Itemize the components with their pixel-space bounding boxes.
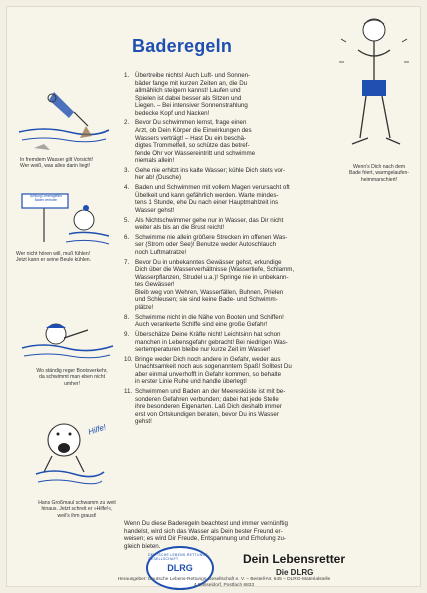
rule-number: 9. [124, 331, 130, 338]
rule-item [124, 331, 342, 354]
caption-1: In fremdem Wasser gilt Vorsicht! Wer weiß, was alles darin liegt! [20, 157, 94, 170]
rule-number: 1. [124, 72, 130, 79]
sign-text: Achtung Lebensgefahr Baden verboten [29, 194, 63, 202]
caption-5: Wenn's Dich nach dem Bade friert, warmgelaufen- heimmarschiert! [348, 164, 410, 183]
rule-text: Bevor Du schwimmen lernst, frage einen Arzt, ob Dein Körper die Einwirkungen des Wassers verträgt! – Hast Du ein beschä- digtes Trommelfell, so schütze das betref- fende Ohr vor Wassereintritt und schwimme niemals allein! [135, 119, 256, 165]
rule-item [124, 184, 342, 214]
rule-text: Schwimme nicht in die Nähe von Booten und Schiffen! Auch verankerte Schiffe sind eine große Gefahr! [135, 313, 284, 329]
page-title: Baderegeln [132, 36, 233, 56]
rule-item [124, 217, 342, 232]
rule-item [124, 314, 342, 329]
logo-ring-text: DEUTSCHE LEBENS-RETTUNGS-GESELLSCHAFT [148, 553, 210, 561]
rule-item [124, 119, 342, 164]
rule-text: Schwimme nie allein größere Strecken im offenen Was- ser (Strom oder See)! Benutze weder Autoschlauch noch Luftmatratze! [135, 233, 288, 256]
rule-text: Bevor Du in unbekanntes Gewässer gehst, erkundige Dich über die Wasserverhältnisse (Wassertiefe, Schlamm, Wasserpflanzen, Strudel u.a.)! Springe nie in unbekann- tes Gewässer! Bleib weg von Wehren, Wasserfällen, Buhnen, Prielen und Schleusen; sie sind keine Bade- und Schwimm- plätze! [135, 258, 295, 311]
caption-4: Hans Großmaul schwamm zu weit hinaus. Jetzt schreit er »Hilfe!«, weil's ihm graust! [38, 500, 116, 519]
rule-number: 3. [124, 166, 130, 174]
rule-item [124, 388, 342, 426]
rule-number: 11. [124, 388, 133, 396]
closing-paragraph: Wenn Du diese Baderegeln beachtest und immer vernünftig handelst, wird sich das Wasser als Dein bester Freund er- weisen; es wird Dir Freude, Entspannung und Erholung zu- gleich bieten. [124, 520, 288, 550]
rule-item [124, 356, 342, 386]
rule-text: Baden und Schwimmen mit vollem Magen verursacht oft Übelkeit und kann gefährlich werden. Warte mindes- tens 1 Stunde, ehe Du nach einer Hauptmahlzeit ins Wasser gehst! [135, 184, 290, 214]
rule-text: Übertreibe nichts! Auch Luft- und Sonnen- bäder fange mit kurzen Zeiten an, die Du allmählich steigern kannst! Laufen und Spielen ist dabei besser als Sitzen und Liegen. – Bei intensiver Sonnenstrahlung bedecke Kopf und Nacken! [135, 72, 251, 117]
rule-text: Gehe nie erhitzt ins kalte Wasser; kühle Dich stets vor- her ab! (Dusche) [135, 166, 286, 182]
rule-text: Als Nichtschwimmer gehe nur in Wasser, das Dir nicht weiter als bis an die Brust reicht! [135, 216, 284, 232]
rule-number: 4. [124, 184, 130, 192]
publisher-footer: Herausgeber: Deutsche Lebens-Rettungs-Gesellschaft e. V. – Bestell-Nr. 645 – DLRG-Materialstelle 4 Düsseldorf, Postfach 6833 [117, 577, 331, 588]
rules-list [124, 72, 342, 428]
rule-number: 5. [124, 216, 130, 224]
rule-text: Bringe weder Dich noch andere in Gefahr, weder aus Unachtsamkeit noch aus sogenanntem Spaß! Solltest Du aber einmal unverhofft in Gefahr kommen, so behalte in erster Linie Ruhe und handle überlegt! [135, 355, 292, 386]
caption-2: Wer nicht hören will, muß fühlen! Jetzt kann er seine Beule kühlen. [16, 251, 92, 264]
help-text: Hilfe! [87, 422, 108, 437]
rule-item [124, 259, 342, 312]
shivering-boy-illustration [334, 12, 414, 162]
lifesaver-org: Die DLRG [276, 568, 314, 577]
rule-item [124, 72, 342, 117]
rule-number: 6. [124, 233, 130, 241]
logo-mark: DLRG [167, 563, 193, 573]
warning-sign-illustration [14, 184, 114, 250]
rule-number: 7. [124, 258, 130, 266]
rule-number: 10. [124, 355, 133, 363]
rule-text: Schwimmen und Baden an der Meeresküste ist mit be- sonderen Gefahren verbunden; dabei hat jede Stelle ihre besonderen Eigenarten. Laß Dich deshalb immer erst von Ortskundigen beraten, bevor Du ins Wasser gehst! [135, 388, 286, 426]
rule-text: Überschätze Deine Kräfte nicht! Leichtsinn hat schon manchen in Lebensgefahr gebracht! Bei niedrigen Was- sertemperaturen bleibe nur kurze Zeit im Wasser! [135, 331, 288, 354]
swimmer-illustration [18, 304, 116, 366]
rule-number: 8. [124, 313, 130, 321]
caption-3: Wo ständig reger Bootsverkehr, da schwimmt man eben nicht umher! [36, 368, 108, 387]
diving-illustration [14, 82, 114, 157]
rule-number: 2. [124, 119, 130, 127]
rule-item [124, 234, 342, 257]
lifesaver-heading: Dein Lebensretter [243, 552, 346, 566]
rule-item [124, 167, 342, 182]
